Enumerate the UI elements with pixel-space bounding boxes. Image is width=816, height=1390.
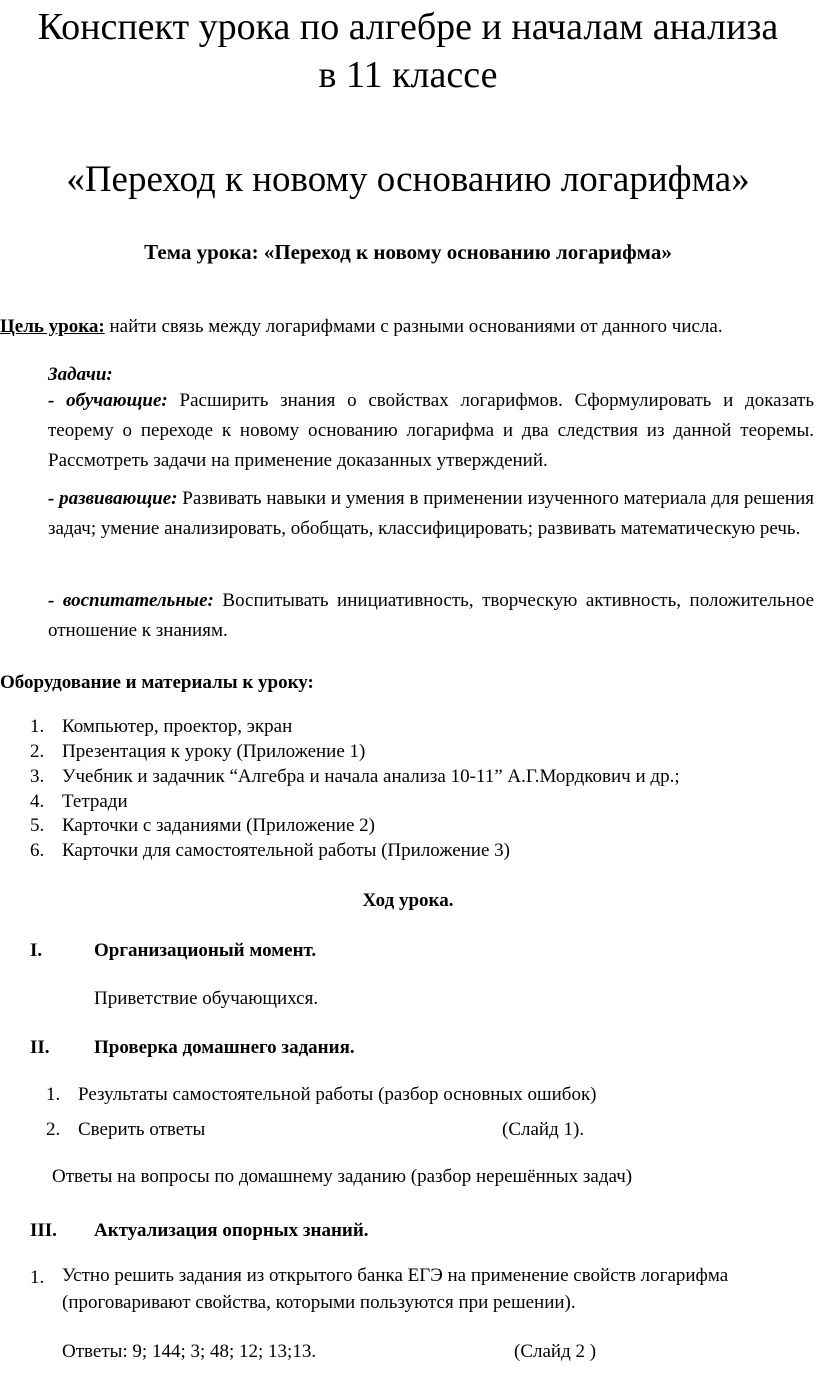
- list-item: Карточки с заданиями (Приложение 2): [62, 815, 375, 836]
- lesson-topic: Тема урока: «Переход к новому основанию логарифма»: [144, 240, 672, 264]
- list-item: Сверить ответы: [78, 1119, 206, 1140]
- lesson-goal: [0, 312, 816, 342]
- task-developing-label: - развивающие:: [48, 488, 178, 509]
- lesson-plan-heading: Ход урока.: [362, 890, 454, 911]
- section-3-title: Актуализация опорных знаний.: [94, 1220, 369, 1241]
- list-item-number: 3.: [30, 766, 45, 787]
- list-item: Тетради: [62, 791, 128, 812]
- title-line-1: Конспект урока по алгебре и началам анализа: [37, 6, 779, 48]
- title-line-2: в 11 классе: [318, 54, 498, 96]
- slide-reference: (Слайд 2 ): [514, 1341, 597, 1362]
- section-1-number: I.: [30, 940, 43, 961]
- section-2-number: II.: [30, 1037, 50, 1058]
- list-item: Учебник и задачник “Алгебра и начала анализа 10-11” А.Г.Мордкович и др.;: [62, 766, 680, 787]
- task-developing: [48, 484, 814, 544]
- goal-text: найти связь между логарифмами с разными основаниями от данного числа.: [104, 316, 723, 337]
- list-item-number: 4.: [30, 791, 45, 812]
- list-item: Устно решить задания из открытого банка ЕГЭ на применение свойств логарифма (проговаривают свойства, которыми пользуются при решении).: [62, 1265, 729, 1313]
- section-1-title: Организационый момент.: [94, 940, 317, 961]
- list-item: Карточки для самостоятельной работы (Приложение 3): [62, 840, 510, 861]
- section-1-text: Приветствие обучающихся.: [94, 988, 319, 1009]
- list-item: Презентация к уроку (Приложение 1): [62, 741, 366, 762]
- task-educational: [48, 586, 814, 646]
- list-item-number: 2.: [30, 741, 45, 762]
- task-teaching-text: Расширить знания о свойствах логарифмов. Сформулировать и доказать теорему о переходе к новому основанию логарифма и два следствия из данной теоремы. Рассмотреть задачи на применение доказанных утверждений.: [48, 390, 814, 471]
- task-educational-label: - воспитательные:: [48, 590, 214, 611]
- list-item: Результаты самостоятельной работы (разбор основных ошибок): [78, 1084, 597, 1105]
- list-item-number: 2.: [46, 1119, 61, 1140]
- section-3-number: III.: [30, 1220, 57, 1241]
- goal-label: Цель урока:: [0, 316, 105, 337]
- task-educational-text: Воспитывать инициативность, творческую активность, положительное отношение к знаниям.: [48, 590, 814, 641]
- list-item-number: 1.: [46, 1084, 61, 1105]
- task-teaching-label: - обучающие:: [48, 390, 168, 411]
- list-item-number: 6.: [30, 840, 45, 861]
- tasks-heading: Задачи:: [48, 364, 113, 385]
- slide-reference: (Слайд 1).: [502, 1119, 585, 1140]
- list-item: Компьютер, проектор, экран: [62, 716, 293, 737]
- section-2-title: Проверка домашнего задания.: [94, 1037, 355, 1058]
- task-teaching: [48, 386, 814, 476]
- document-subtitle: «Переход к новому основанию логарифма»: [66, 159, 750, 200]
- list-item-number: 1.: [30, 1267, 45, 1288]
- equipment-heading: Оборудование и материалы к уроку:: [0, 672, 314, 693]
- answers-text: Ответы: 9; 144; 3; 48; 12; 13;13.: [62, 1341, 317, 1362]
- list-item-number: 1.: [30, 716, 45, 737]
- section-2-text: Ответы на вопросы по домашнему заданию (разбор нерешённых задач): [52, 1166, 633, 1187]
- list-item-number: 5.: [30, 815, 45, 836]
- task-developing-text: Развивать навыки и умения в применении изученного материала для решения задач; умение анализировать, обобщать, классифицировать; развивать математическую речь.: [48, 488, 814, 539]
